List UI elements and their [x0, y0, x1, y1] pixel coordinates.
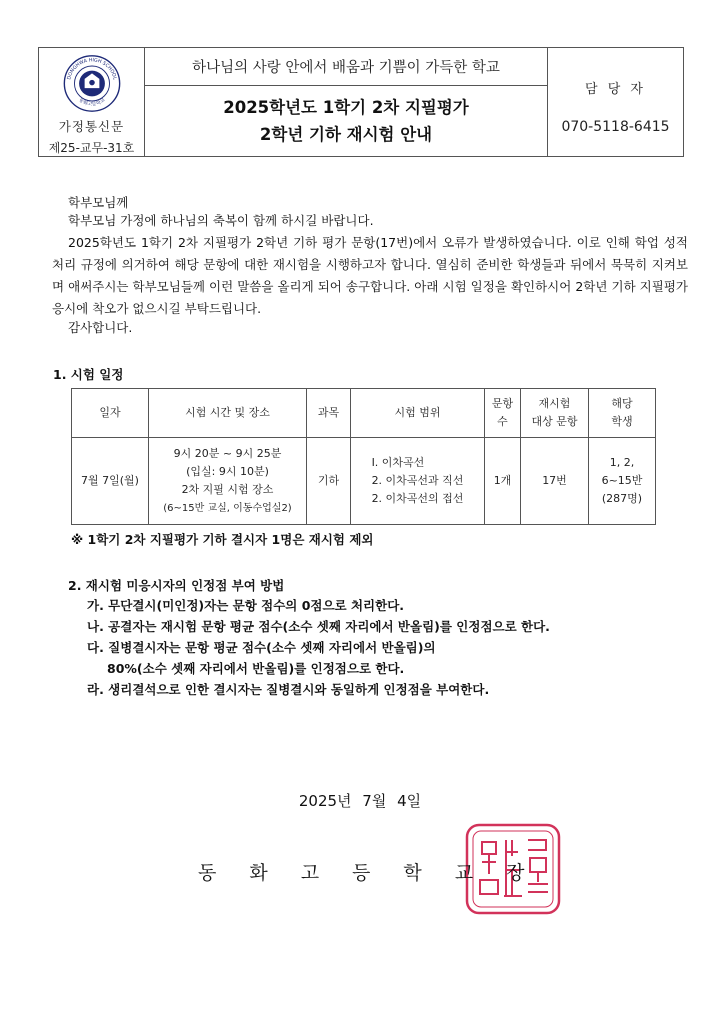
col-count	[485, 389, 521, 438]
col-target-line2: 대상 문항	[531, 415, 578, 428]
doc-number: 제25-교무-31호	[48, 141, 135, 155]
school-name-signature: 동화고등학교장	[198, 862, 558, 884]
cell-date: 7월 7일(월)	[72, 438, 149, 525]
rule-item-da: 다. 질병결시자는 문항 평균 점수(소수 셋째 자리에서 반올림)의	[87, 640, 436, 655]
greeting: 학부모님께	[68, 195, 129, 210]
range-item-1: Ⅰ. 이차곡선	[371, 456, 425, 469]
issue-date: 2025년 7월 4일	[298, 792, 422, 810]
col-count-line2: 수	[497, 415, 508, 428]
title-box	[145, 86, 547, 156]
header-title-cell	[145, 48, 548, 156]
section2-title: 2. 재시험 미응시자의 인정점 부여 방법	[68, 578, 285, 593]
doc-title-line1: 2025학년도 1학기 2차 지필평가	[223, 98, 469, 117]
school-slogan: 하나님의 사랑 안에서 배움과 기쁨이 가득한 학교	[145, 48, 547, 86]
exam-time: 9시 20분 ~ 9시 25분	[173, 446, 282, 460]
entry-time: (입실: 9시 10분)	[186, 464, 269, 478]
range-item-2: 2. 이차곡선과 직선	[371, 474, 464, 487]
contact-phone: 070-5118-6415	[561, 119, 670, 135]
svg-text:동화고등학교	[77, 96, 106, 108]
cell-students	[589, 438, 656, 525]
letter-header	[38, 47, 684, 157]
logo-text: DONGHWA HIGH SCHOOL	[66, 58, 117, 81]
exam-place: 2차 지필 시험 장소	[181, 482, 274, 496]
absentee-note: ※ 1학기 2차 지필평가 기하 결시자 1명은 재시험 제외	[71, 532, 374, 547]
col-count-line1: 문항	[491, 397, 514, 410]
cell-range	[351, 438, 485, 525]
exam-schedule-table	[71, 388, 656, 525]
header-logo-cell	[39, 48, 145, 156]
doc-title-line2: 2학년 기하 재시험 안내	[259, 125, 433, 144]
col-range: 시험 범위	[351, 389, 485, 438]
col-time-place: 시험 시간 및 장소	[149, 389, 307, 438]
exam-place-detail: (6~15반 교실, 이동수업실2)	[163, 502, 292, 514]
table-row	[72, 438, 656, 525]
thanks-line: 감사합니다.	[68, 320, 133, 335]
col-subject: 과목	[307, 389, 351, 438]
cell-subject: 기하	[307, 438, 351, 525]
rule-item-ra: 라. 생리결석으로 인한 결시자는 질병결시와 동일하게 인정점을 부여한다.	[87, 682, 490, 697]
cell-time-place	[149, 438, 307, 525]
range-item-3: 2. 이차곡선의 접선	[371, 492, 464, 505]
col-students-line1: 해당	[611, 397, 633, 410]
col-date: 일자	[72, 389, 149, 438]
col-target-line1: 재시험	[538, 397, 571, 410]
cell-count: 1개	[485, 438, 521, 525]
students-line3: (287명)	[601, 492, 643, 505]
notice-paragraph: 2025학년도 1학기 2차 지필평가 2학년 기하 평가 문항(17번)에서 오류가 발생하였습니다. 이로 인해 학업 성적 처리 규정에 의거하여 해당 문항에 대한 재시험을 시행하고자 합니다. 열심히 준비한 학생들과 뒤에서 묵묵히 지켜보며 애써주시는 학부모님들께 이런 말씀을 올리게 되어 송구합니다. 아래 시험 일정을 확인하시어 2학년 기하 지필평가 응시에 착오가 없으시길 부탁드립니다.	[52, 235, 688, 316]
col-target	[521, 389, 589, 438]
rule-item-da-cont: 80%(소수 셋째 자리에서 반올림)를 인정점으로 한다.	[107, 661, 405, 676]
section1-title: 1. 시험 일정	[53, 367, 124, 382]
school-logo	[60, 54, 124, 113]
col-students-line2: 학생	[611, 415, 633, 428]
doc-type: 가정통신문	[58, 119, 125, 134]
blessing-paragraph: 학부모님 가정에 하나님의 축복이 함께 하시길 바랍니다.	[68, 213, 374, 228]
table-header-row	[72, 389, 656, 438]
col-students	[589, 389, 656, 438]
manager-label: 담 당 자	[585, 82, 646, 97]
rule-item-ga: 가. 무단결시(미인정)자는 문항 점수의 0점으로 처리한다.	[87, 598, 405, 613]
logo-text-korean: 동화고등학교	[76, 97, 107, 108]
header-contact-cell	[548, 48, 683, 156]
students-line1: 1, 2,	[609, 456, 635, 469]
students-line2: 6~15반	[601, 474, 643, 487]
rule-item-na: 나. 공결자는 재시험 문항 평균 점수(소수 셋째 자리에서 반올림)를 인정점으로 한다.	[87, 619, 550, 634]
cell-target: 17번	[521, 438, 589, 525]
